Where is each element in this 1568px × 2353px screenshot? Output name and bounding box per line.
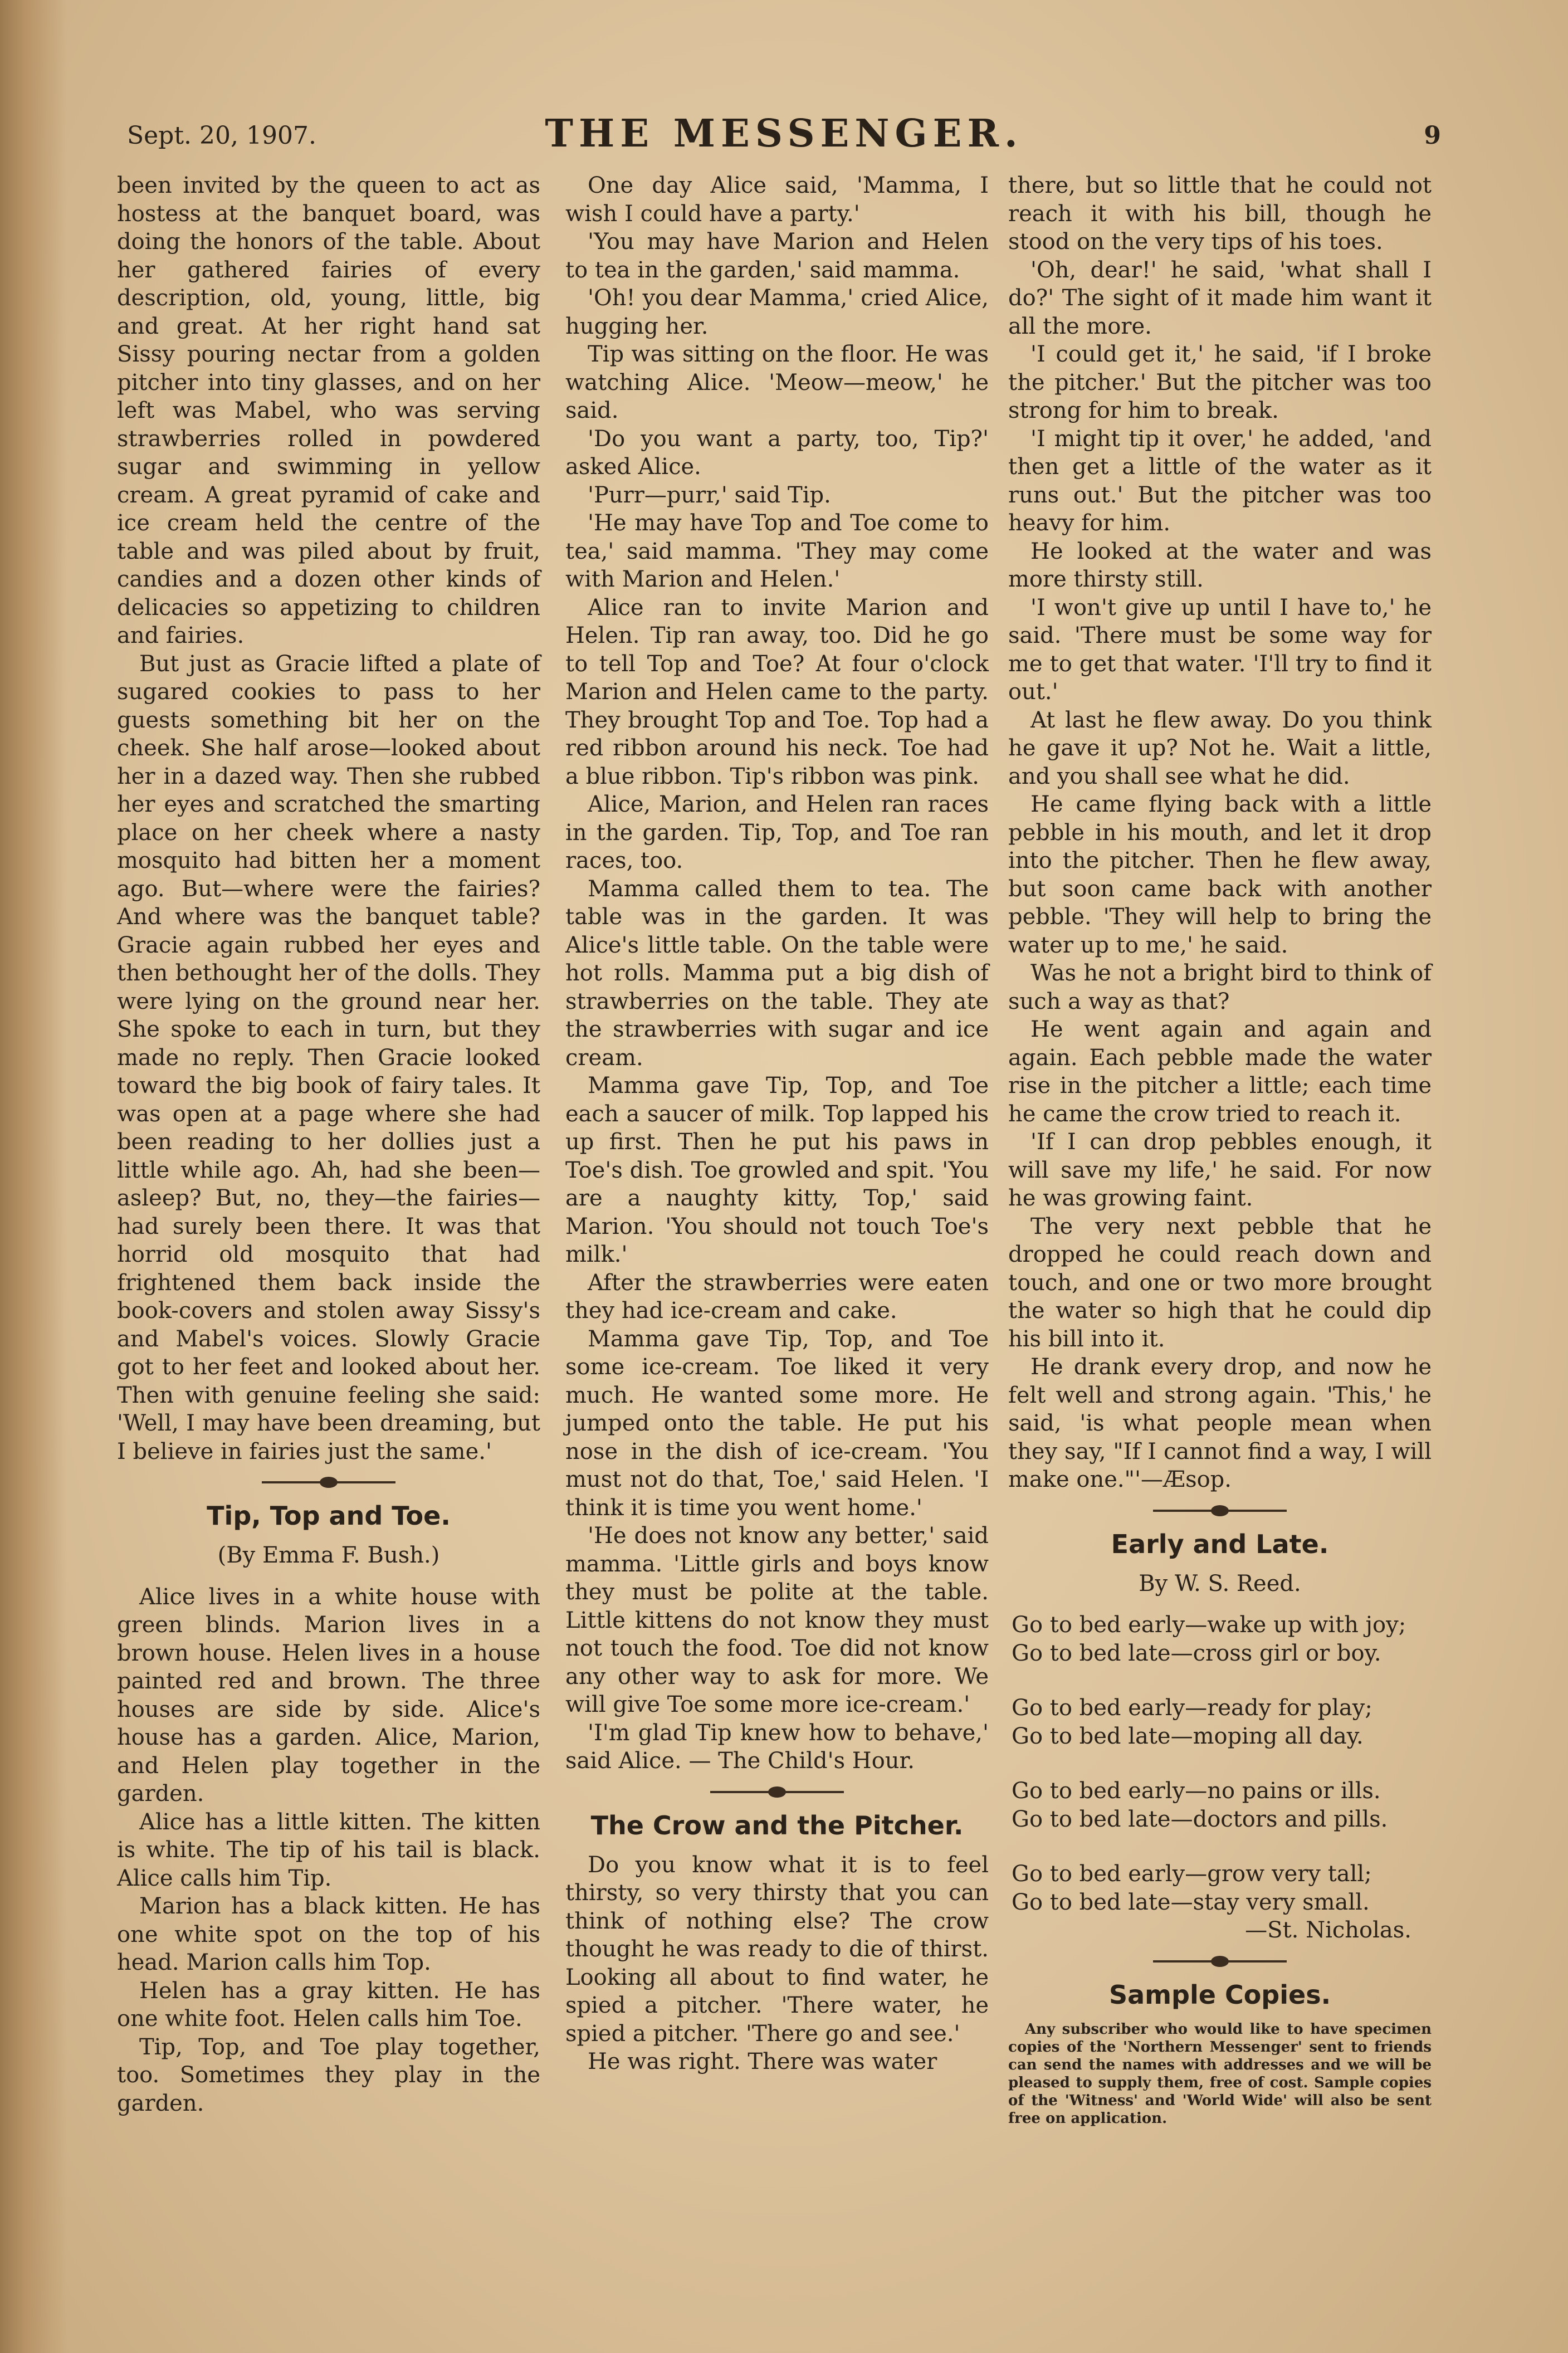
article-paragraph: At last he flew away. Do you think he gave it up? Not he. Wait a little, and you shall see what he did. xyxy=(1008,707,1432,789)
article-paragraph: 'If I can drop pebbles enough, it will save my life,' he said. For now he was growing faint. xyxy=(1008,1129,1432,1211)
poem-source: —St. Nicholas. xyxy=(1245,1917,1411,1943)
poem-line: Go to bed late—cross girl or boy. xyxy=(1012,1640,1381,1666)
article-paragraph: Mamma gave Tip, Top, and Toe each a saucer of milk. Top lapped his up first. Then he put his paws in Toe's dish. Toe growled and spit. 'You are a naughty kitty, Top,' said Marion. 'You should not touch Toe's milk.' xyxy=(565,1073,989,1267)
notice-text: Any subscriber who would like to have specimen copies of the 'Northern Messenger' sent to friends can send the names with addresses and we will be pleased to supply them, free of cost. Sample copies of the 'Witness' and 'World Wide' will also be sent free on application. xyxy=(1008,2020,1432,2127)
poem-line: Go to bed late—stay very small. xyxy=(1012,1889,1370,1915)
article-paragraph: He came flying back with a little pebble in his mouth, and let it drop into the pitcher. Then he flew away, but soon came back with another pebble. 'They will help to bring the water up to me,' he said. xyxy=(1008,792,1432,958)
section-divider xyxy=(710,1791,844,1793)
article-paragraph: Mamma called them to tea. The table was in the garden. It was Alice's little table. On the table were hot rolls. Mamma put a big dish of strawberries on the table. They ate the strawberries with sugar and ice cream. xyxy=(565,876,989,1071)
poem-line: Go to bed late—moping all day. xyxy=(1012,1723,1364,1749)
poem-line: Go to bed early—no pains or ills. xyxy=(1012,1778,1381,1804)
article-paragraph: 'He may have Top and Toe come to tea,' said mamma. 'They may come with Marion and Helen.' xyxy=(565,510,989,592)
article-paragraph: He was right. There was water xyxy=(588,2049,937,2074)
article-paragraph: Marion has a black kitten. He has one white spot on the top of his head. Marion calls him Top. xyxy=(117,1893,540,1975)
article-paragraph: 'He does not know any better,' said mamma. 'Little girls and boys know they must be polite at the table. Little kittens do not know they must not touch the food. Toe did not know any other way to ask for more. We will give Toe some more ice-cream.' xyxy=(565,1523,989,1717)
poem-line: Go to bed late—doctors and pills. xyxy=(1012,1806,1388,1832)
notice-title-sample-copies: Sample Copies. xyxy=(1108,1979,1331,2010)
article-paragraph: Tip was sitting on the floor. He was watching Alice. 'Meow—meow,' he said. xyxy=(565,341,989,423)
poem-line: Go to bed early—grow very tall; xyxy=(1012,1861,1372,1887)
header-date: Sept. 20, 1907. xyxy=(127,121,316,150)
article-paragraph: 'You may have Marion and Helen to tea in the garden,' said mamma. xyxy=(565,229,989,283)
story-title-crow-pitcher: The Crow and the Pitcher. xyxy=(590,1810,964,1841)
column-2 xyxy=(565,172,989,2076)
article-paragraph: been invited by the queen to act as hostess at the banquet board, was doing the honors of the table. About her gathered fairies of every description, old, young, little, big and great. At her right hand sat Sissy pouring nectar from a golden pitcher into tiny glasses, and on her left was Mabel, who was serving strawberries rolled in powdered sugar and swimming in yellow cream. A great pyramid of cake and ice cream held the centre of the table and was piled about by fruit, candies and a dozen other kinds of delicacies so appetizing to children and fairies. xyxy=(117,173,540,648)
article-paragraph: 'Do you want a party, too, Tip?' asked Alice. xyxy=(565,426,989,480)
masthead-title: THE MESSENGER. xyxy=(545,111,1023,156)
article-paragraph: He drank every drop, and now he felt well and strong again. 'This,' he said, 'is what people mean when they say, "If I cannot find a way, I will make one."'—Æsop. xyxy=(1008,1354,1432,1492)
poem-title: Early and Late. xyxy=(1111,1529,1329,1559)
article-paragraph: 'Oh! you dear Mamma,' cried Alice, hugging her. xyxy=(565,285,989,339)
article-paragraph: Do you know what it is to feel thirsty, so very thirsty that you can think of nothing else? The crow thought he was ready to die of thirst. Looking all about to find water, he spied a pitcher. 'There water, he spied a pitcher. 'There go and see.' xyxy=(565,1852,989,2047)
article-paragraph: Alice ran to invite Marion and Helen. Tip ran away, too. Did he go to tell Top and Toe? At four o'clock Marion and Helen came to the party. They brought Top and Toe. Top had a red ribbon around his neck. Toe had a blue ribbon. Tip's ribbon was pink. xyxy=(565,594,989,789)
poem-byline: By W. S. Reed. xyxy=(1139,1570,1301,1597)
article-paragraph: 'I might tip it over,' he added, 'and then get a little of the water as it runs out.' But the pitcher was too heavy for him. xyxy=(1008,426,1432,536)
article-paragraph: Helen has a gray kitten. He has one white foot. Helen calls him Toe. xyxy=(117,1978,540,2032)
poem-line: Go to bed early—wake up with joy; xyxy=(1012,1612,1406,1638)
column-3 xyxy=(1008,172,1432,2127)
section-divider xyxy=(1153,1960,1287,1963)
article-paragraph: Alice lives in a white house with green blinds. Marion lives in a brown house. Helen lives in a house painted red and brown. The three houses are side by side. Alice's house has a garden. Alice, Marion, and Helen play together in the garden. xyxy=(117,1584,540,1807)
article-paragraph: Alice, Marion, and Helen ran races in the garden. Tip, Top, and Toe ran races, too. xyxy=(565,792,989,873)
section-divider xyxy=(262,1481,395,1483)
story-byline: (By Emma F. Bush.) xyxy=(217,1542,440,1568)
article-paragraph: The very next pebble that he dropped he could reach down and touch, and one or two more brought the water so high that he could dip his bill into it. xyxy=(1008,1213,1432,1352)
article-paragraph: Mamma gave Tip, Top, and Toe some ice-cream. Toe liked it very much. He wanted some more. He jumped onto the table. He put his nose in the dish of ice-cream. 'You must not do that, Toe,' said Helen. 'I think it is time you went home.' xyxy=(565,1326,989,1521)
article-paragraph: 'I'm glad Tip knew how to behave,' said Alice. — The Child's Hour. xyxy=(565,1720,989,1774)
article-paragraph: Alice has a little kitten. The kitten is white. The tip of his tail is black. Alice calls him Tip. xyxy=(117,1809,540,1891)
poem-body xyxy=(1008,1611,1432,1945)
column-1 xyxy=(117,172,540,2117)
page-header xyxy=(127,111,1441,162)
binding-shadow xyxy=(0,0,67,2353)
poem-line: Go to bed early—ready for play; xyxy=(1012,1695,1372,1721)
article-paragraph: 'I won't give up until I have to,' he said. 'There must be some way for me to get that water. 'I'll try to find it out.' xyxy=(1008,594,1432,705)
article-paragraph: 'Oh, dear!' he said, 'what shall I do?' The sight of it made him want it all the more. xyxy=(1008,257,1432,339)
article-paragraph: But just as Gracie lifted a plate of sugared cookies to pass to her guests something bit her on the cheek. She half arose—looked about her in a dazed way. Then she rubbed her eyes and scratched the smarting place on her cheek where a nasty mosquito had bitten her a moment ago. But—where were the fairies? And where was the banquet table? Gracie again rubbed her eyes and then bethought her of the dolls. They were lying on the ground near her. She spoke to each in turn, but they made no reply. Then Gracie looked toward the big book of fairy tales. It was open at a page where she had been reading to her dollies just a little while ago. Ah, had she been—asleep? But, no, they—the fairies—had surely been there. It was that horrid old mosquito that had frightened them back inside the book-covers and stolen away Sissy's and Mabel's voices. Slowly Gracie got to her feet and looked about her. Then with genuine feeling she said: 'Well, I may have been dreaming, but I believe in fairies just the same.' xyxy=(117,651,540,1464)
page-number: 9 xyxy=(1424,121,1441,150)
article-paragraph: Was he not a bright bird to think of such a way as that? xyxy=(1008,960,1432,1014)
article-paragraph: One day Alice said, 'Mamma, I wish I could have a party.' xyxy=(565,173,989,227)
article-paragraph: 'Purr—purr,' said Tip. xyxy=(588,482,831,508)
section-divider xyxy=(1153,1510,1287,1512)
article-paragraph: After the strawberries were eaten they had ice-cream and cake. xyxy=(565,1270,989,1324)
article-paragraph: 'I could get it,' he said, 'if I broke the pitcher.' But the pitcher was too strong for him to break. xyxy=(1008,341,1432,423)
article-paragraph: there, but so little that he could not reach it with his bill, though he stood on the very tips of his toes. xyxy=(1008,173,1432,255)
story-title-tip-top-toe: Tip, Top and Toe. xyxy=(207,1501,451,1531)
article-paragraph: Tip, Top, and Toe play together, too. Sometimes they play in the garden. xyxy=(117,2034,540,2116)
article-paragraph: He went again and again and again. Each pebble made the water rise in the pitcher a little; each time he came the crow tried to reach it. xyxy=(1008,1017,1432,1127)
article-paragraph: He looked at the water and was more thirsty still. xyxy=(1008,538,1432,592)
